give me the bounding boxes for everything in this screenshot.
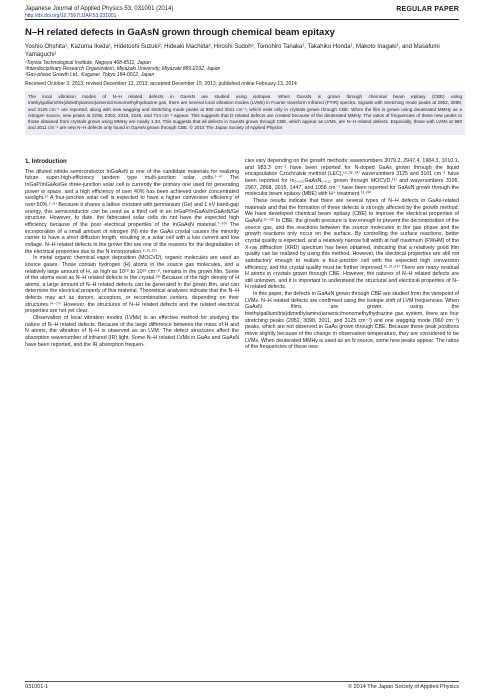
body-paragraph: These results indicate that there are several types of N–H defects in GaAs-related materials and that the formation of these defects is strongly affected by the growth method. We have developed chemical beam epitaxy (CBE) to improve the electrical properties of GaAsN.²¹⁻²³⁾ In CBE, the growth pressure is low enough to prevent the decomposition of the source gas, and the reactions between the source molecules in the gas phase and the growth reactions only occur on the surface. By controlling the surface reactions, better crystal quality is expected, and a relatively narrow full width at half maximum (FWHM) of the X-ray diffraction (XRD) spectrum has been obtained, indicating that a relatively good film quality can be realized by using this method. However, the electrical properties are still not satisfactory enough to realize a four-junction cell with the expected high conversion efficiency, and the crystal quality must be further improved.¹⁶·²¹·²⁴⁾ There are many residual H atoms in crystals grown through CBE. However, the natures of N–H related defects are still unknown, and it is important to understand the structural and electrical properties of N–H related defects. xyxy=(245,197,459,291)
journal-citation: Japanese Journal of Applied Physics 53, 031001 (2014) xyxy=(25,6,174,12)
footer-divider xyxy=(25,681,459,682)
body-paragraph: In this paper, the defects in GaAsN grown through CBE are studied from the viewpoint of LVMs. N–H related defects are confirmed using the isotope shift of LVM frequencies. When GaAsN films are grown using the triethylgallium/tris(dimethylamino)arsenic/monomethylhydrazine gas system, there are four stretching peaks (2952, 3098, 3011, and 3125 cm⁻¹) and one wagging mode (960 cm⁻¹) peaks, which are not observed in GaAs grown through CBE. Because these peak positions move slightly because of the change in observation temperature, they are considered to be LVMs. When deuterated MMHy is used as an N source, some new peaks appear. The ratios of the frequencies of these new xyxy=(245,291,459,351)
abstract-box: The local vibration modes of N–H related defects in GaAsN are studied using isotopes. When GaAsN is grown through chemical beam epitaxy (CBE) using triethylgallium/tris(dimethylamino)arsenic/monomethylhydrazine gas, there are several local vibration modes (LVMs) in Fourier transform infrared (FTIR) spectra. Signals with stretching mode peaks at 2952, 3098, and 3125 cm⁻¹ are reported, along with new wagging and stretching mode peaks at 960 and 3011 cm⁻¹, which exist only in crystals grown through CBE. When the film is grown using deuterated MMHy as a nitrogen source, new peaks at 2206, 2302, 2318, 2245, and 714 cm⁻¹ appear. This suggests that D related defects are created because of the deuterated MMHy. The ratios of frequencies of these new peaks to those obtained from crystals grown using MMHy are nearly 1.34. This suggests that all defects in GaAsN grown through CBE, which appear as LVMs, are N–H related defects. Especially, those with LVMs at 960 and 3011 cm⁻¹ are new N–H defects only found in GaAsN grown through CBE. © 2014 The Japan Society of Applied Physics xyxy=(25,91,465,135)
paper-title: N–H related defects in GaAsN grown through chemical beam epitaxy xyxy=(25,27,335,38)
affiliations xyxy=(25,60,465,78)
right-column xyxy=(245,158,459,351)
doi-link[interactable]: http://dx.doi.org/10.7567/JJAP.53.031001 xyxy=(25,13,117,19)
header-divider xyxy=(25,19,459,20)
received-dates: Received October 3, 2013; revised December 12, 2013; accepted December 15, 2013; published online February 13, 2014 xyxy=(25,81,297,87)
left-column xyxy=(25,158,239,348)
body-paragraph: cies vary depending on the growth methods: wavenumbers 3079.2, 2947.4, 1984.3, 1010.1, and 983.3 cm⁻¹ have been reported for N-doped GaAs grown through the liquid encapsulation Czochralski method (LEC),¹⁵·¹⁸·¹⁹⁾ wavenumbers 3125 and 3101 cm⁻¹ have been reported for In₀.₀₂₅GaAsN₀.₀₁₂ grown through MOCVD,¹³⁾ and wavenumbers 3195, 2967, 2868, 2015, 1447, and 1058 cm⁻¹ have been reported for GaAsN grown through the molecular beam epitaxy (MBE) with H⁺ treatment.¹³·²⁰⁾ xyxy=(245,158,459,198)
section-heading-introduction: 1. Introduction xyxy=(25,159,67,165)
page-number: 031001-1 xyxy=(25,684,49,690)
affiliation-3: ³Gas-phase Growth Ltd., Koganei, Tokyo 184-0012, Japan xyxy=(25,72,155,78)
paper-type-badge: REGULAR PAPER xyxy=(396,6,459,13)
affiliation-2: ²Interdisciplinary Research Organization, Miyazaki University, Miyazaki 889-2192, Japan xyxy=(25,66,221,72)
running-header xyxy=(25,6,459,18)
author-list: Yoshio Ohshita¹, Kazuma Ikeda¹, Hidetoshi Suzuki², Hideaki Machida³, Hiroshi Sudoh³, Tomohiro Tanaka¹, Takahiko Honda¹, Makoto Inagaki¹, and Masafumi Yamaguchi¹ xyxy=(25,44,440,58)
affiliation-1: ¹Toyota Technological Institute, Nagoya 468-8511, Japan xyxy=(25,60,151,66)
copyright-notice: © 2014 The Japan Society of Applied Physics xyxy=(348,684,459,690)
body-paragraph: Observation of local vibration modes (LVMs) is an effective method for studying the nature of N–H related defects. Because of the large difference between the mass of H and N atoms, the vibration of N–H is observed as an LVM. The defect structures affect the absorption wavenumber of infrared (IR) light. Some N–H related LVMs in GaAs and GaAsN have been reported, and the IR absorption frequen- xyxy=(25,315,239,348)
body-paragraph: The diluted nitride semiconductor InGaAsN is one of the candidate materials for realizing future super-high-efficiency tandem type multi-junction solar cells.¹⁻⁴⁾ The InGaP/InGaAs/Ge three-junction solar cell is currently the primary one used for generating power in space, and a high efficiency of over 40% has been achieved under concentrated sunlight.⁵⁾ A four-junction solar cell is expected to have a higher conversion efficiency of over 50%.¹⁻⁶⁾ Because it shares a lattice constant with germanium (Ge) and 1 eV band-gap energy, this semiconductor can be used as a third cell in an InGaP/InGaAs/InGaAsN/Ge structure. However, to date, the fabricated solar cells do not have the expected high efficiency because of the poor electrical properties of the InGaAsN material.⁷⁻¹⁰⁾ The incorporation of a small amount of nitrogen (N) into the GaAs crystal causes the minority carrier to have a short diffusion length, resulting in a solar cell with a low current and low voltage. N–H related defects in the grown film are one of the reasons for the degradation of the electrical properties due to the N incorporation.⁶·¹¹·¹²⁾ xyxy=(25,168,239,255)
body-paragraph: In metal organic chemical vapor deposition (MOCVD), organic molecules are used as source gases. Those contain hydrogen (H) atoms in the source gas molecules, and a relatively large amount of H, as high as 10¹⁸ to 10¹⁹ cm⁻³, remains in the grown film. Some of the atoms exist as N–H related defects in the crystal.¹³⁾ Because of the high density of H atoms, a large amount of N–H related defects can be generated in the grown film, and can determine the electrical property of this material. Theoretical analyses indicate that the N–H defects may act as donors, acceptors, or recombination centers, depending on their structures.¹⁴⁻¹⁷⁾ However, the structures of N–H related defects and the related electrical properties are not yet clear. xyxy=(25,255,239,315)
